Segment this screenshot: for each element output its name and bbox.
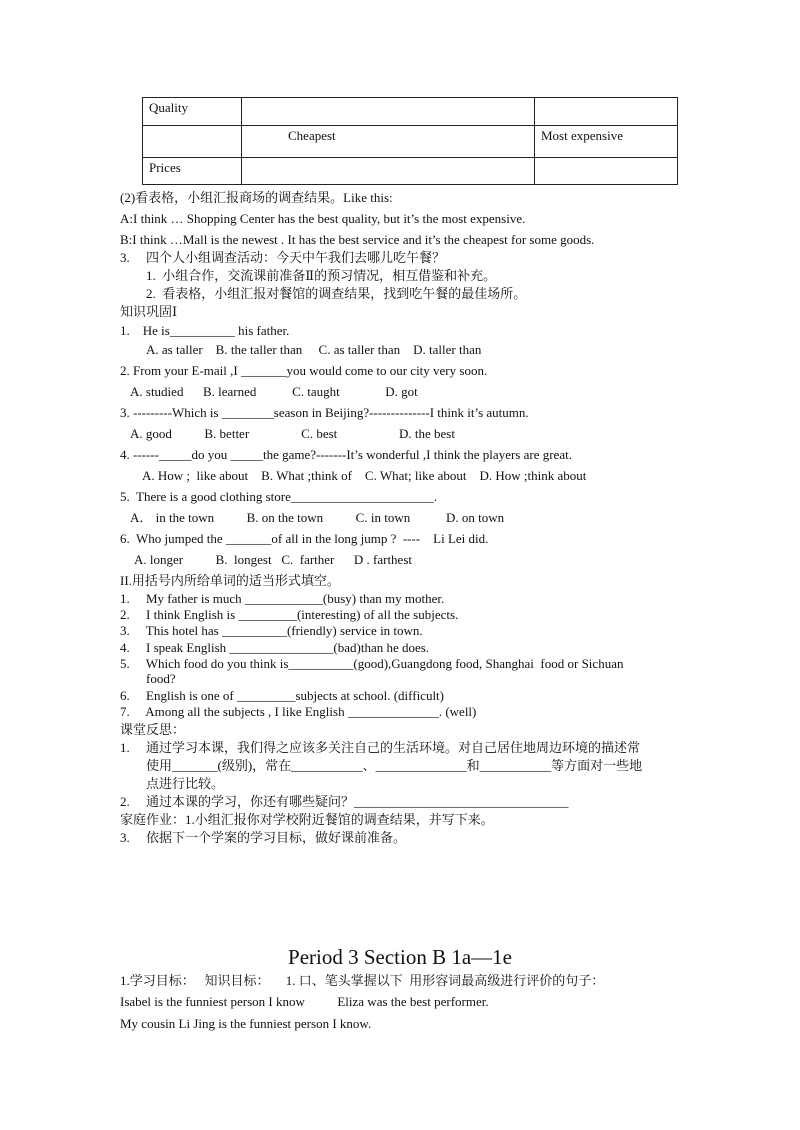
text-line: 5. There is a good clothing store______________________. xyxy=(120,489,438,504)
table-cell xyxy=(535,158,678,185)
text-line: 知识巩固Ⅰ xyxy=(120,304,178,319)
text-line: 6. Who jumped the _______of all in the long jump ? ---- Li Lei did. xyxy=(120,531,489,546)
table-cell xyxy=(242,158,535,185)
text-line: A. good B. better C. best D. the best xyxy=(130,426,455,441)
text-line: 5. Which food do you think is__________(good),Guangdong food, Shanghai food or Sichuan xyxy=(120,656,624,671)
text-line: 2. 看表格，小组汇报对餐馆的调查结果，找到吃午餐的最佳场所。 xyxy=(146,286,527,301)
text-line: (2)看表格，小组汇报商场的调查结果。Like this: xyxy=(120,190,393,205)
text-line: 3. 依据下一个学案的学习目标，做好课前准备。 xyxy=(120,830,407,845)
text-line: II.用括号内所给单词的适当形式填空。 xyxy=(120,573,340,588)
text-line: A. longer B. longest C. farther D . farthest xyxy=(134,552,413,567)
text-line: 1.学习目标： 知识目标： 1. 口、笔头掌握以下 用形容词最高级进行评价的句子： xyxy=(120,973,605,988)
text-line: A． in the town B. on the town C. in town D. on town xyxy=(130,510,505,525)
table-cell: Quality xyxy=(143,98,242,126)
text-line: 1. My father is much ____________(busy) than my mother. xyxy=(120,591,445,606)
text-line: A. How ; like about B. What ;think of C. What; like about D. How ;think about xyxy=(142,468,587,483)
text-line: A. studied B. learned C. taught D. got xyxy=(130,384,418,399)
text-line: 6. English is one of _________subjects at school. (difficult) xyxy=(120,688,444,703)
text-line: 使用_______(级别)，常在___________、______________和___________等方面对一些地 xyxy=(146,758,643,773)
table-cell: Most expensive xyxy=(535,126,678,158)
text-line: 3. This hotel has __________(friendly) service in town. xyxy=(120,623,423,638)
text-line: 4. ------_____do you _____the game?-------It’s wonderful ,I think the players are great. xyxy=(120,447,572,462)
text-line: food? xyxy=(146,671,176,686)
text-line: 2. 通过本课的学习，你还有哪些疑问？_________________________________ xyxy=(120,794,569,809)
table-row xyxy=(143,98,678,126)
table-cell: Prices xyxy=(143,158,242,185)
text-line: 4. I speak English ________________(bad)than he does. xyxy=(120,640,430,655)
text-line: 课堂反思： xyxy=(120,722,186,737)
text-line: A:I think … Shopping Center has the best quality, but it’s the most expensive. xyxy=(120,211,526,226)
text-line: A. as taller B. the taller than C. as taller than D. taller than xyxy=(146,342,482,357)
text-line: 3. ---------Which is ________season in Beijing?--------------I think it’s autumn. xyxy=(120,405,529,420)
table-cell: Cheapest xyxy=(242,126,535,158)
text-line: 7. Among all the subjects , I like English ______________. (well) xyxy=(120,704,477,719)
text-line: 1. He is__________ his father. xyxy=(120,323,290,338)
table-cell xyxy=(242,98,535,126)
table-row xyxy=(143,158,678,185)
survey-table xyxy=(142,97,678,185)
text-line: 2. From your E-mail ,I _______you would come to our city very soon. xyxy=(120,363,488,378)
text-line: 3. 四个人小组调查活动：今天中午我们去哪儿吃午餐？ xyxy=(120,250,446,265)
page-title: Period 3 Section B 1a—1e xyxy=(288,945,512,969)
text-line: 1. 小组合作，交流课前准备Ⅱ的预习情况，相互借鉴和补充。 xyxy=(146,268,497,283)
table-cell xyxy=(535,98,678,126)
text-line: 1. 通过学习本课，我们得之应该多关注自己的生活环境。对自己居住地周边环境的描述常 xyxy=(120,740,641,755)
text-line: My cousin Li Jing is the funniest person I know. xyxy=(120,1016,372,1031)
text-line: 2. I think English is _________(interesting) of all the subjects. xyxy=(120,607,459,622)
table-cell xyxy=(143,126,242,158)
text-line: 家庭作业：1.小组汇报你对学校附近餐馆的调查结果，并写下来。 xyxy=(120,812,494,827)
text-line: Isabel is the funniest person I know Eliza was the best performer. xyxy=(120,994,489,1009)
text-line: 点进行比较。 xyxy=(146,776,225,791)
text-line: B:I think …Mall is the newest . It has the best service and it’s the cheapest for some goods. xyxy=(120,232,595,247)
table-row xyxy=(143,126,678,158)
